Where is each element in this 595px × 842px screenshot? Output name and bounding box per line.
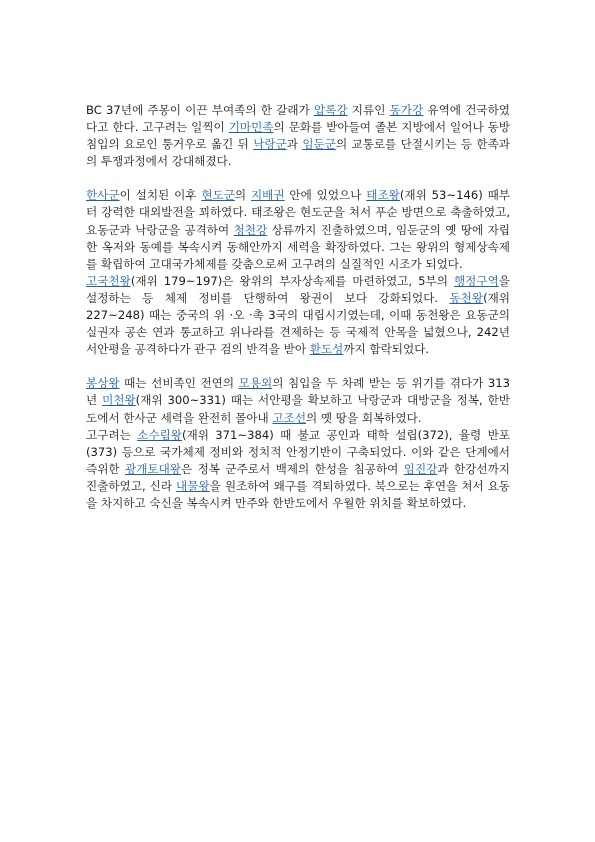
paragraph-text: 고구려는 xyxy=(86,427,138,442)
paragraph-text: BC 37년에 주몽이 이끈 부여족의 한 갈래가 xyxy=(86,103,314,117)
paragraph-text: (재위 371~384) 때 불교 공인과 태학 설립(372), 율령 반포(373) 등으로 국가체제 정비와 정치적 안정기반이 구축되었다. 이와 같은 단계에서 즉위한 xyxy=(86,427,510,476)
term-link[interactable]: 동천왕 xyxy=(449,290,484,305)
term-link[interactable]: 임둔군 xyxy=(302,137,336,152)
paragraph-text: 의 교통로를 단절시키는 등 한족과의 투쟁과정에서 강대해졌다. xyxy=(86,137,510,169)
term-link[interactable]: 낙랑군 xyxy=(253,137,287,152)
paragraph-text: 의 문화를 받아들여 졸본 지방에서 일어나 동방 침입의 요로인 퉁거우로 옮긴 뒤 xyxy=(86,120,510,152)
term-link[interactable]: 지배권 xyxy=(250,188,285,203)
paragraph-spacer xyxy=(86,358,510,375)
term-link[interactable]: 내물왕 xyxy=(176,478,210,493)
term-link[interactable]: 임진강 xyxy=(403,461,438,476)
paragraph xyxy=(86,427,510,512)
term-link[interactable]: 한사군 xyxy=(86,188,120,203)
paragraph-text: 의 침입을 두 차례 받는 등 위기를 겪다가 313년 xyxy=(86,376,510,408)
paragraph-text: 을 원조하여 왜구를 격퇴하였다. 북으로는 후연을 쳐서 요동을 차지하고 숙신을 복속시켜 만주와 한반도에서 우월한 위치를 확보하였다. xyxy=(86,478,510,510)
paragraph-text: 의 옛 땅을 회복하였다. xyxy=(306,410,422,425)
paragraph-spacer xyxy=(86,170,510,187)
term-link[interactable]: 동가강 xyxy=(389,103,424,117)
paragraph-text: 까지 함락되었다. xyxy=(343,342,430,357)
term-link[interactable]: 모용외 xyxy=(238,376,273,391)
paragraph-text: 과 xyxy=(286,137,303,152)
term-link[interactable]: 환도성 xyxy=(309,342,344,357)
term-link[interactable]: 압록강 xyxy=(313,103,348,117)
paragraph-text: 의 xyxy=(234,188,251,203)
paragraph-text: 유역에 건국하였다고 한다. 고구려는 일찍이 xyxy=(86,103,510,135)
term-link[interactable]: 소수림왕 xyxy=(137,427,182,442)
paragraph xyxy=(86,187,510,272)
term-link[interactable]: 현도군 xyxy=(201,188,235,203)
paragraph-text: 지류인 xyxy=(347,103,390,117)
term-link[interactable]: 행정구역 xyxy=(453,273,499,288)
article-body xyxy=(86,102,510,512)
paragraph-text: (재위 53~146) 때부터 강력한 대외발전을 꾀하였다. 태조왕은 현도군을 쳐서 푸순 방면으로 축출하였고, 요동군과 낙랑군을 공격하여 xyxy=(86,188,510,237)
term-link[interactable]: 청천강 xyxy=(233,222,268,237)
term-link[interactable]: 고조선 xyxy=(272,410,307,425)
paragraph xyxy=(86,102,510,170)
paragraph-text: 이 설치된 이후 xyxy=(119,188,202,203)
term-link[interactable]: 고국천왕 xyxy=(86,273,131,288)
paragraph-text: 안에 있었으나 xyxy=(284,188,367,203)
paragraph-text: 과 한강선까지 진출하였고, 신라 xyxy=(86,461,510,493)
paragraph-text: (재위 179~197)은 왕위의 부자상속제를 마련하였고, 5부의 xyxy=(130,273,454,288)
term-link[interactable]: 봉상왕 xyxy=(86,376,120,391)
paragraph-text: 때는 선비족인 전연의 xyxy=(119,376,239,391)
paragraph-text: 상류까지 진출하였으며, 임둔군의 옛 땅에 자립한 옥저와 동예를 복속시켜 동해안까지 세력을 확장하였다. 그는 왕위의 형제상속제를 확립하여 고대국가체제를 갖춤으로써 고구려의 실질적인 시조가 되었다. xyxy=(86,222,511,271)
term-link[interactable]: 기마민족 xyxy=(228,120,274,135)
term-link[interactable]: 미천왕 xyxy=(102,393,136,408)
term-link[interactable]: 태조왕 xyxy=(366,188,400,203)
term-link[interactable]: 광개토대왕 xyxy=(125,461,181,476)
paragraph xyxy=(86,273,510,358)
paragraph xyxy=(86,375,510,426)
paragraph-text: (재위 227~248) 때는 중국의 위 ·오 ·촉 3국의 대립시기였는데, 이때 동천왕은 요동군의 실권자 공손 연과 통교하고 위나라를 견제하는 등 국제적 안목을 넓혔으나, 242년 서안평을 공격하다가 관구 검의 반격을 받아 xyxy=(86,290,510,357)
paragraph-text: (재위 300~331) 때는 서안평을 확보하고 낙랑군과 대방군을 정복, 한반도에서 한사군 세력을 완전히 몰아내 xyxy=(86,393,510,425)
paragraph-text: 은 정복 군주로서 백제의 한성을 침공하여 xyxy=(181,461,404,476)
paragraph-text: 을 설정하는 등 체제 정비를 단행하여 왕권이 보다 강화되었다. xyxy=(86,273,510,305)
